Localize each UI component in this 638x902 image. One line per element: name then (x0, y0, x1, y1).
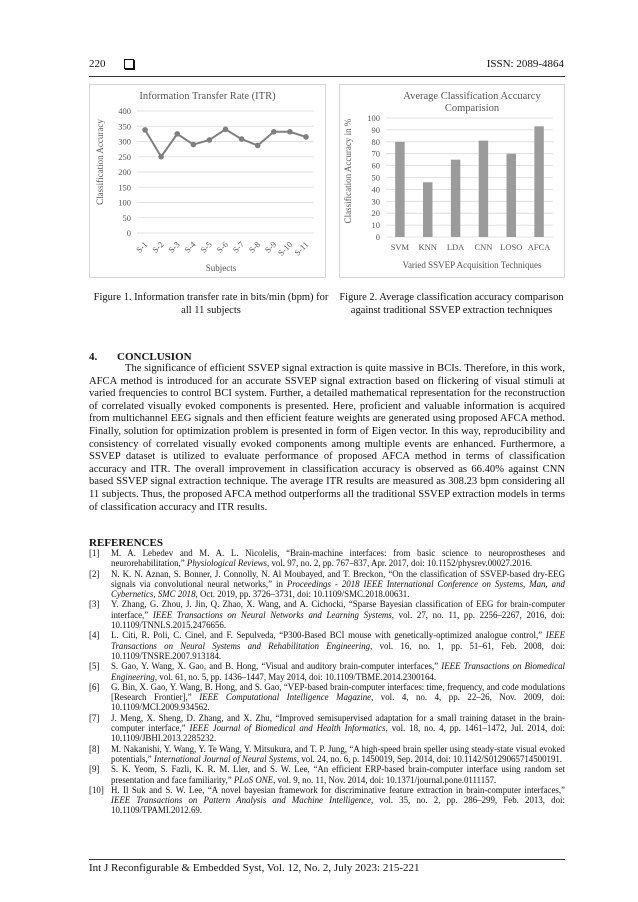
reference-item (89, 630, 565, 661)
reference-venue: International Journal of Neural Systems (153, 753, 297, 764)
chart1-xtick-label: S-11 (292, 239, 311, 258)
chart2-ytick-label: 30 (371, 196, 380, 207)
reference-item (89, 713, 565, 744)
reference-text (111, 630, 565, 661)
chart1-xtick-label: S-1 (134, 239, 150, 255)
chart2-xtick-label: KNN (418, 242, 437, 252)
chart2-ytick-label: 20 (371, 208, 380, 219)
header-rule (89, 76, 565, 77)
conclusion-heading (89, 351, 192, 363)
reference-venue: IEEE Transactions on Neural Systems and Rehabilitation Engineering (111, 630, 565, 651)
chart1-data-point (271, 129, 277, 135)
chart1-xtick-label: S-2 (150, 239, 166, 255)
chart2-ytick-label: 0 (375, 232, 380, 242)
chart1-ytick-label: 150 (118, 182, 131, 193)
chart2-ytick-label: 90 (371, 124, 380, 135)
chart2-bar (423, 182, 432, 237)
reference-details: , vol. 24, no. 6, p. 1450019, Sep. 2014, doi: 10.1142/S0129065714500191. (296, 753, 563, 764)
chart1-data-point (158, 154, 164, 160)
chart1-xlabel: Subjects (205, 263, 237, 273)
reference-text (111, 785, 565, 816)
reference-item (89, 785, 565, 816)
figure-1-chart (89, 84, 326, 278)
chart2-xlabel: Varied SSVEP Acquisition Techniques (402, 260, 542, 270)
chart2-bar (395, 142, 404, 237)
chart1-series-line (145, 129, 306, 156)
accuracy-bar-chart (340, 85, 564, 277)
section-number: 4. (89, 351, 98, 363)
chart1-ytick-label: 50 (122, 212, 131, 223)
reference-number: [3] (89, 599, 100, 610)
chart1-data-point (239, 136, 245, 142)
chart1-title: Information Transfer Rate (ITR) (139, 91, 276, 102)
reference-item (89, 744, 565, 765)
reference-item (89, 599, 565, 630)
reference-list (89, 548, 565, 816)
reference-authors-title: N. K. N. Aznan, S. Bonner, J. Connolly, N. Al Moubayed, and T. Breckon, “On the classification of SSVEP-based dry-EEG signals via convolutional neural networks,” in (111, 568, 565, 589)
footer-citation: Int J Reconfigurable & Embedded Syst, Vol. 12, No. 2, July 2023: 215-221 (89, 862, 420, 874)
reference-text (111, 661, 565, 682)
reference-details: , vol. 16, no. 1, pp. 51–61, Feb. 2008, doi: 10.1109/TNSRE.2007.913184. (111, 640, 565, 661)
reference-number: [7] (89, 712, 100, 723)
chart1-data-point (255, 143, 261, 149)
reference-text (111, 764, 565, 785)
reference-number: [4] (89, 630, 100, 641)
reference-number: [1] (89, 548, 100, 558)
reference-number: [2] (89, 568, 100, 579)
chart2-bar (451, 160, 460, 237)
chart1-xtick-label: S-10 (275, 239, 295, 258)
reference-details: , vol. 18, no. 4, pp. 1461–1472, Jul. 2014, doi: 10.1109/JBHI.2013.2285232. (111, 723, 565, 744)
reference-authors-title: S. K. Yeom, S. Fazli, K. R. M. Ller, and S. W. Lee, “An efficient ERP-based brain-computer interface using random set presentation and face familiarity,” (111, 764, 565, 785)
reference-authors-title: M. Nakanishi, Y. Wang, Y. Te Wang, Y. Mitsukura, and T. P. Jung, “A high-speed brain speller using steady-state visual evoked potentials,” (111, 743, 565, 764)
reference-number: [5] (89, 661, 100, 672)
reference-venue: IEEE Transactions on Pattern Analysis and Machine Intelligence (111, 795, 372, 806)
chart2-xtick-label: SVM (390, 242, 410, 252)
chart1-xtick-label: S-5 (198, 239, 214, 255)
reference-number: [8] (89, 743, 100, 754)
chart2-bar (534, 126, 543, 237)
figure-2-caption: Figure 2. Average classification accuracy comparison against traditional SSVEP extraction techniques (339, 292, 564, 316)
chart2-xtick-label: CNN (474, 242, 493, 252)
figure-2-chart (339, 84, 565, 278)
chart1-xtick-label: S-8 (246, 239, 263, 255)
reference-details: , vol. 35, no. 2, pp. 286–299, Feb. 2013, doi: 10.1109/TPAMI.2012.69. (111, 795, 565, 816)
reference-authors-title: Y. Zhang, G. Zhou, J. Jin, Q. Zhao, X. Wang, and A. Cichocki, “Sparse Bayesian classification of EEG for brain-computer interface,” (111, 599, 565, 620)
chart2-xtick-label: AFCA (527, 242, 551, 252)
reference-item (89, 548, 565, 569)
chart2-ytick-label: 50 (371, 172, 380, 183)
reference-text (111, 713, 565, 744)
chart2-title: Average Classification Accuarcy Comparision (403, 91, 541, 114)
chart1-ytick-label: 200 (118, 167, 131, 177)
chart2-ytick-label: 10 (371, 220, 380, 231)
chart1-xtick-label: S-4 (182, 239, 198, 255)
reference-authors-title: G. Bin, X. Gao, Y. Wang, B. Hong, and S. Gao, “VEP-based brain-computer interfaces: time, frequency, and code modulations [Research Frontier],” (111, 681, 565, 703)
reference-item (89, 764, 565, 785)
figure-1-caption: Figure 1. Information transfer rate in bits/min (bpm) for all 11 subjects (93, 292, 329, 316)
chart1-ytick-label: 300 (118, 136, 131, 147)
references-heading: REFERENCES (89, 537, 163, 549)
reference-details: , vol. 61, no. 5, pp. 1436–1447, May 2014, doi: 10.1109/TBME.2014.2300164. (154, 671, 437, 682)
reference-authors-title: S. Gao, Y. Wang, X. Gao, and B. Hong, “Visual and auditory brain-computer interfaces,” (111, 661, 442, 672)
reference-authors-title: M. A. Lebedev and M. A. L. Nicolelis, “Brain-machine interfaces: from basic science to neuroprostheses and neurorehabilitation,” (111, 548, 565, 569)
reference-item (89, 569, 565, 600)
chart1-data-point (287, 129, 293, 135)
chart2-xtick-label: LOSO (500, 242, 523, 252)
chart1-ytick-label: 350 (118, 121, 131, 132)
chart1-data-point (142, 127, 148, 133)
reference-venue: PLoS ONE (233, 774, 274, 785)
reference-details: , vol. 4, no. 4, pp. 22–26, Nov. 2009, doi: 10.1109/MCI.2009.934562. (111, 692, 565, 713)
reference-number: [6] (89, 681, 100, 692)
chart1-data-point (223, 127, 229, 133)
reference-venue: IEEE Transactions on Neural Networks and Learning Systems (152, 609, 392, 620)
reference-authors-title: J. Meng, X. Sheng, D. Zhang, and X. Zhu, “Improved semisupervised adaptation for a small training dataset in the brain-computer interface,” (111, 712, 565, 734)
reference-text (111, 569, 565, 600)
chart2-ytick-label: 40 (371, 184, 380, 195)
reference-venue: IEEE Transactions on Biomedical Engineering (111, 661, 565, 682)
itr-line-chart (90, 85, 325, 277)
chart2-ylabel: Classification Accuracy in % (343, 118, 353, 224)
reference-text (111, 682, 565, 713)
reference-venue: Proceedings - 2018 IEEE International Conference on Systems, Man, and Cybernetics, SMC 2018 (111, 578, 565, 600)
chart1-ytick-label: 250 (118, 151, 131, 162)
reference-venue: IEEE Computational Intelligence Magazine (199, 692, 372, 703)
reference-details: , vol. 97, no. 2, pp. 767–837, Apr. 2017, doi: 10.1152/physrev.00027.2016. (267, 558, 533, 569)
conclusion-paragraph: The significance of efficient SSVEP signal extraction is quite massive in BCIs. Therefore, in this work, AFCA method is introduced for an accurate SSVEP signal extraction based on flickering of visual stimuli at varied frequencies to control BCI system. Further, a detailed mathematical representation for the reconstruction of correlated visually evoked components is presented. Here, proficient and valuable information is acquired from multichannel EEG signals and then efficient feature weights are generated using proposed AFCA method. Finally, solution for optimization problem is presented in form of Eigen vector. In this way, reproducibility and consistency of correlated visually evoked components among multiple events are enhanced. Furthermore, a SSVEP dataset is utilized to evaluate performance of proposed AFCA method in terms of classification accuracy and ITR. The overall improvement in classification accuracy is observed as 66.40% against CNN based SSVEP signal extraction technique. The average ITR results are measured as 308.23 bpm considering all 11 subjects. Thus, the proposed AFCA method outperforms all the traditional SSVEP extraction models in terms of classification accuracy and ITR results. (89, 363, 565, 513)
reference-item (89, 682, 565, 713)
chart2-xtick-label: LDA (446, 242, 465, 252)
chart2-ytick-label: 80 (371, 136, 380, 147)
reference-authors-title: H. Il Suk and S. W. Lee, “A novel bayesian framework for discriminative feature extraction in brain-computer interfaces,” (111, 784, 565, 795)
chart1-ylabel: Classification Accuracy (95, 119, 105, 205)
reference-details: , vol. 27, no. 11, pp. 2256–2267, 2016, doi: 10.1109/TNNLS.2015.2476656. (111, 609, 565, 631)
square-icon (124, 59, 134, 69)
reference-number: [10] (89, 784, 104, 795)
reference-number: [9] (89, 764, 100, 775)
chart2-bar (479, 141, 488, 237)
section-title: CONCLUSION (117, 351, 192, 363)
reference-venue: Physiological Reviews (186, 558, 268, 569)
chart1-data-point (207, 137, 213, 143)
chart2-ytick-label: 70 (371, 148, 380, 159)
chart1-data-point (303, 134, 309, 140)
chart1-xtick-label: S-3 (166, 239, 182, 255)
reference-text (111, 548, 565, 569)
chart1-data-point (191, 142, 197, 148)
chart1-data-point (174, 131, 180, 137)
chart2-ytick-label: 100 (367, 113, 380, 123)
chart1-xtick-label: S-7 (230, 239, 247, 255)
chart1-xtick-label: S-9 (262, 239, 279, 255)
chart1-ytick-label: 0 (126, 228, 131, 238)
reference-text (111, 599, 565, 630)
chart1-ytick-label: 100 (118, 197, 131, 208)
reference-item (89, 661, 565, 682)
reference-authors-title: L. Citi, R. Poli, C. Cinel, and F. Sepulveda, “P300-Based BCI mouse with genetically-optimized analogue control,” (111, 630, 546, 641)
reference-text (111, 744, 565, 765)
footer-rule (89, 859, 565, 860)
reference-details: , Oct. 2019, pp. 3726–3731, doi: 10.1109/SMC.2018.00631. (195, 589, 410, 600)
chart1-xtick-label: S-6 (214, 239, 230, 255)
chart2-bar (507, 154, 516, 237)
chart2-ytick-label: 60 (371, 160, 380, 171)
chart1-ytick-label: 400 (118, 106, 131, 116)
page-number: 220 (89, 58, 106, 70)
reference-venue: IEEE Journal of Biomedical and Health Informatics (189, 723, 386, 734)
reference-details: , vol. 9, no. 11, Nov. 2014, doi: 10.1371/journal.pone.0111157. (273, 774, 497, 785)
issn: ISSN: 2089-4864 (486, 58, 564, 70)
